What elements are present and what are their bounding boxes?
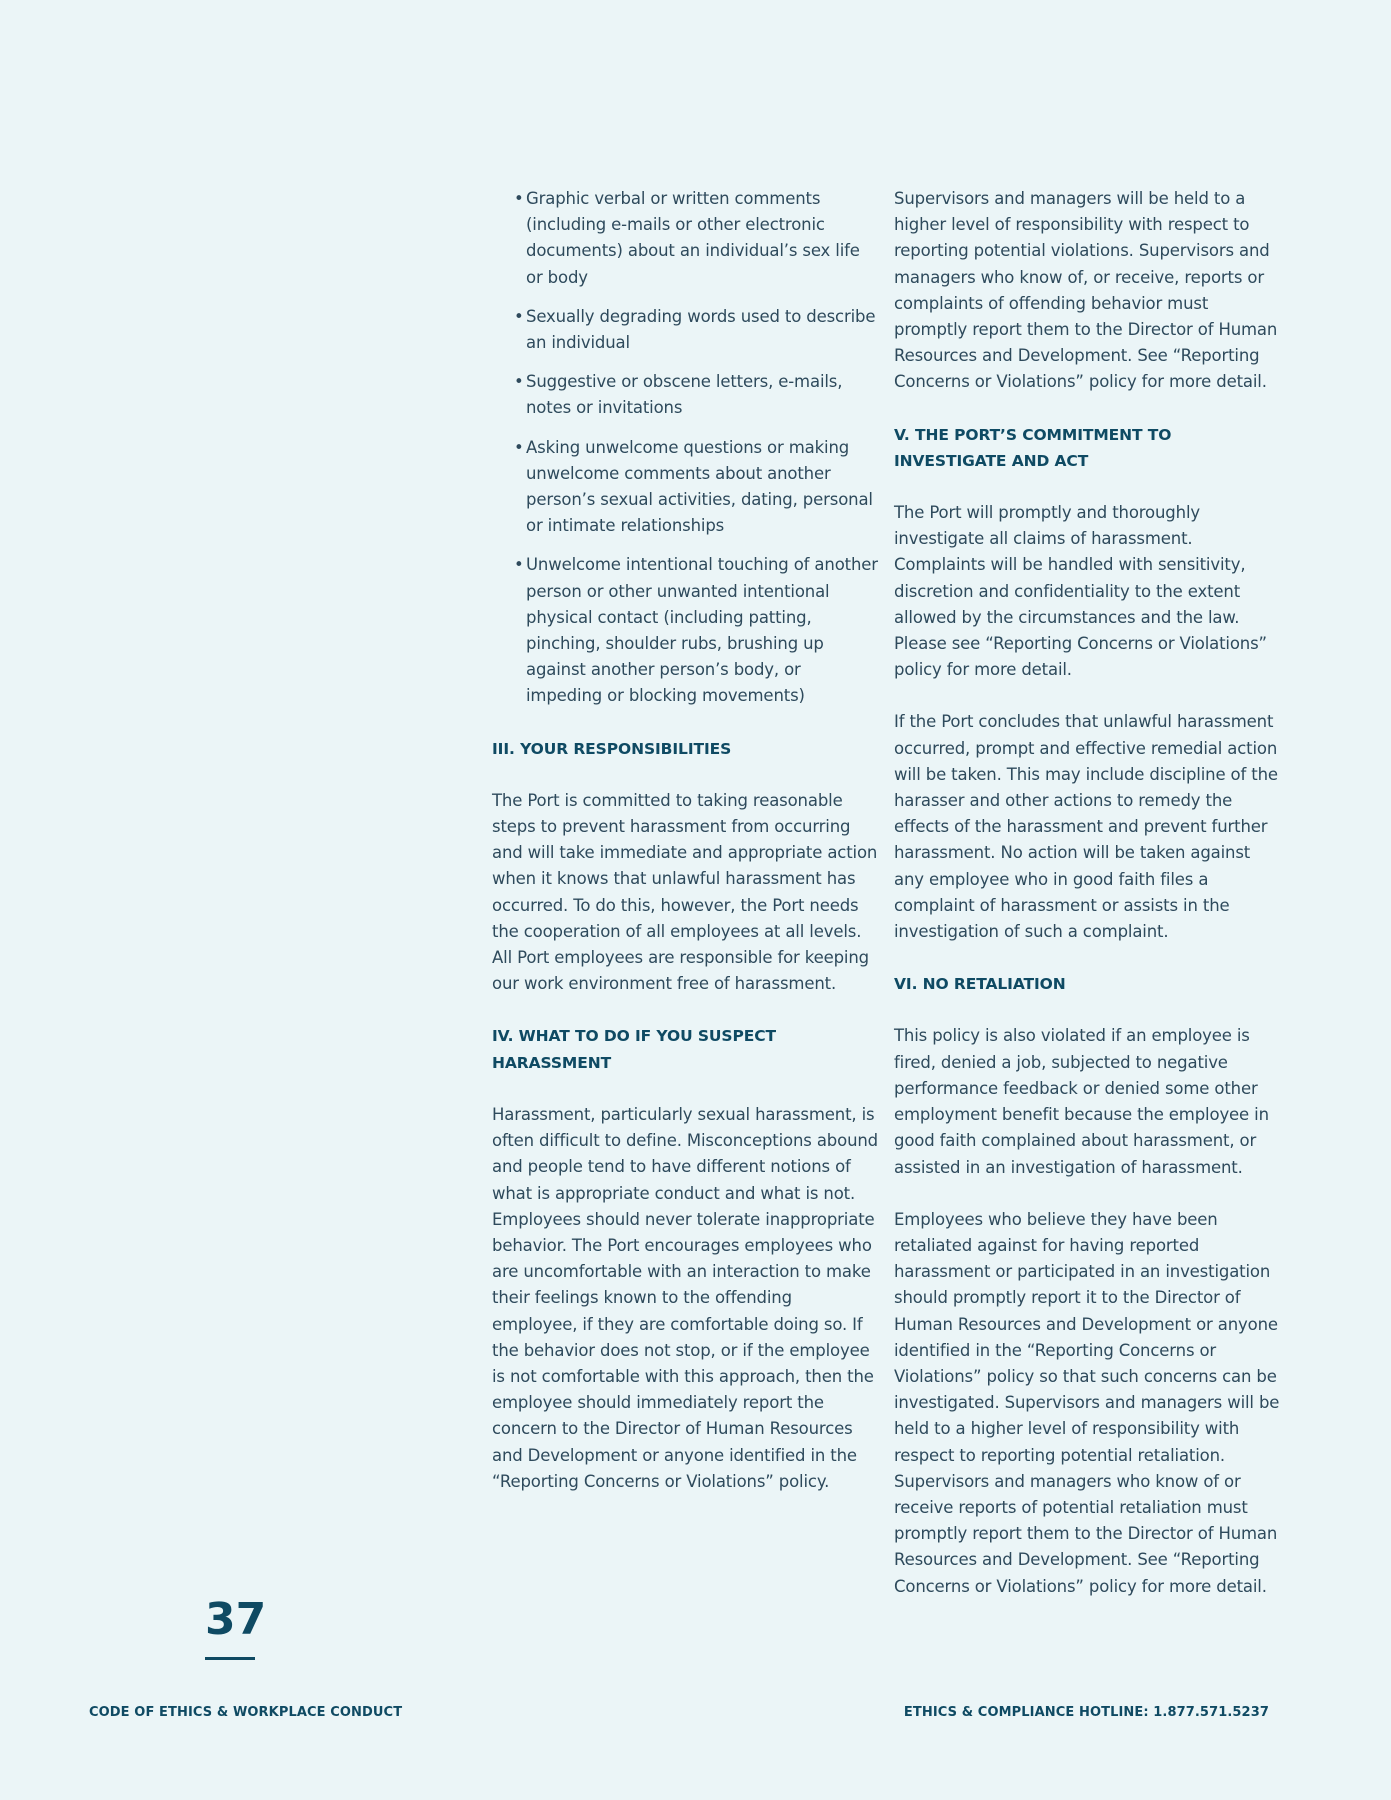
what-to-do-paragraph: Harassment, particularly sexual harassment, is often difficult to define. Misconceptions abound and people tend to have different notions of what is appropriate conduct and what is not. Employees should never tolerate inappropriate behavior. The Port encourages employees who are uncomfortable with an interaction to make their feelings known to the offending employee, if they are comfortable doing so. If the behavior does not stop, or if the employee is not comfortable with this approach, then the employee should immediately report the concern to the Director of Human Resources and Development or anyone identified in the “Reporting Concerns or Violations” policy. (492, 1104, 879, 1491)
commitment-paragraph-1: The Port will promptly and thoroughly investigate all claims of harassment. Complaints will be handled with sensitivity, discretion and confidentiality to the extent allowed by the circumstances and the law. Please see “Reporting Concerns or Violations” policy for more detail. (894, 503, 1267, 680)
supervisors-paragraph: Supervisors and managers will be held to a higher level of responsibility with respect to reporting potential violations. Supervisors and managers who know of, or receive, reports or complaints of offending behavior must promptly report them to the Director of Human Resources and Development. See “Reporting Concerns or Violations” policy for more detail. (894, 189, 1278, 392)
list-item: • Sexually degrading words used to describe an individual (492, 304, 880, 356)
right-column (894, 186, 1284, 1626)
list-item: • Graphic verbal or written comments (including e-mails or other electronic documents) about an individual’s sex life or body (492, 186, 880, 291)
page-number-underline (205, 1657, 255, 1660)
footer-document-title: CODE OF ETHICS & WORKPLACE CONDUCT (89, 1705, 403, 1720)
section-heading-responsibilities: III. YOUR RESPONSIBILITIES (492, 739, 732, 758)
list-item: • Asking unwelcome questions or making unwelcome comments about another person’s sexual activities, dating, personal or intimate relationships (492, 435, 880, 540)
responsibilities-paragraph: The Port is committed to taking reasonable steps to prevent harassment from occurring and will take immediate and appropriate action when it knows that unlawful harassment has occurred. To do this, however, the Port needs the cooperation of all employees at all levels. All Port employees are responsible for keeping our work environment free of harassment. (492, 790, 878, 994)
commitment-paragraph-2: If the Port concludes that unlawful harassment occurred, prompt and effective remedial action will be taken. This may include discipline of the harasser and other actions to remedy the effects of the harassment and prevent further harassment. No action will be taken against any employee who in good faith files a complaint of harassment or assists in the investigation of such a complaint. (894, 712, 1278, 942)
section-heading-commitment: V. THE PORT’S COMMITMENT TO INVESTIGATE AND ACT (894, 425, 1172, 470)
harassment-examples-list (492, 186, 880, 710)
left-column (492, 186, 880, 1521)
list-item: • Suggestive or obscene letters, e-mails, notes or invitations (492, 369, 880, 421)
no-retaliation-paragraph-1: This policy is also violated if an employee is fired, denied a job, subjected to negative performance feedback or denied some other employment benefit because the employee in good faith complained about harassment, or assisted in an investigation of harassment. (894, 1026, 1269, 1177)
list-item: • Unwelcome intentional touching of another person or other unwanted intentional physical contact (including patting, pinching, shoulder rubs, brushing up against another person’s body, or impeding or blocking movements) (492, 552, 880, 709)
no-retaliation-paragraph-2: Employees who believe they have been retaliated against for having reported harassment or participated in an investigation should promptly report it to the Director of Human Resources and Development or anyone identified in the “Reporting Concerns or Violations” policy so that such concerns can be investigated. Supervisors and managers will be held to a higher level of responsibility with respect to reporting potential retaliation. Supervisors and managers who know of or receive reports of potential retaliation must promptly report them to the Director of Human Resources and Development. See “Reporting Concerns or Violations” policy for more detail. (894, 1209, 1280, 1596)
page-number: 37 (205, 1594, 267, 1645)
section-heading-no-retaliation: VI. NO RETALIATION (894, 975, 1066, 994)
section-heading-what-to-do: IV. WHAT TO DO IF YOU SUSPECT HARASSMENT (492, 1027, 776, 1072)
footer-hotline: ETHICS & COMPLIANCE HOTLINE: 1.877.571.5237 (903, 1705, 1269, 1720)
